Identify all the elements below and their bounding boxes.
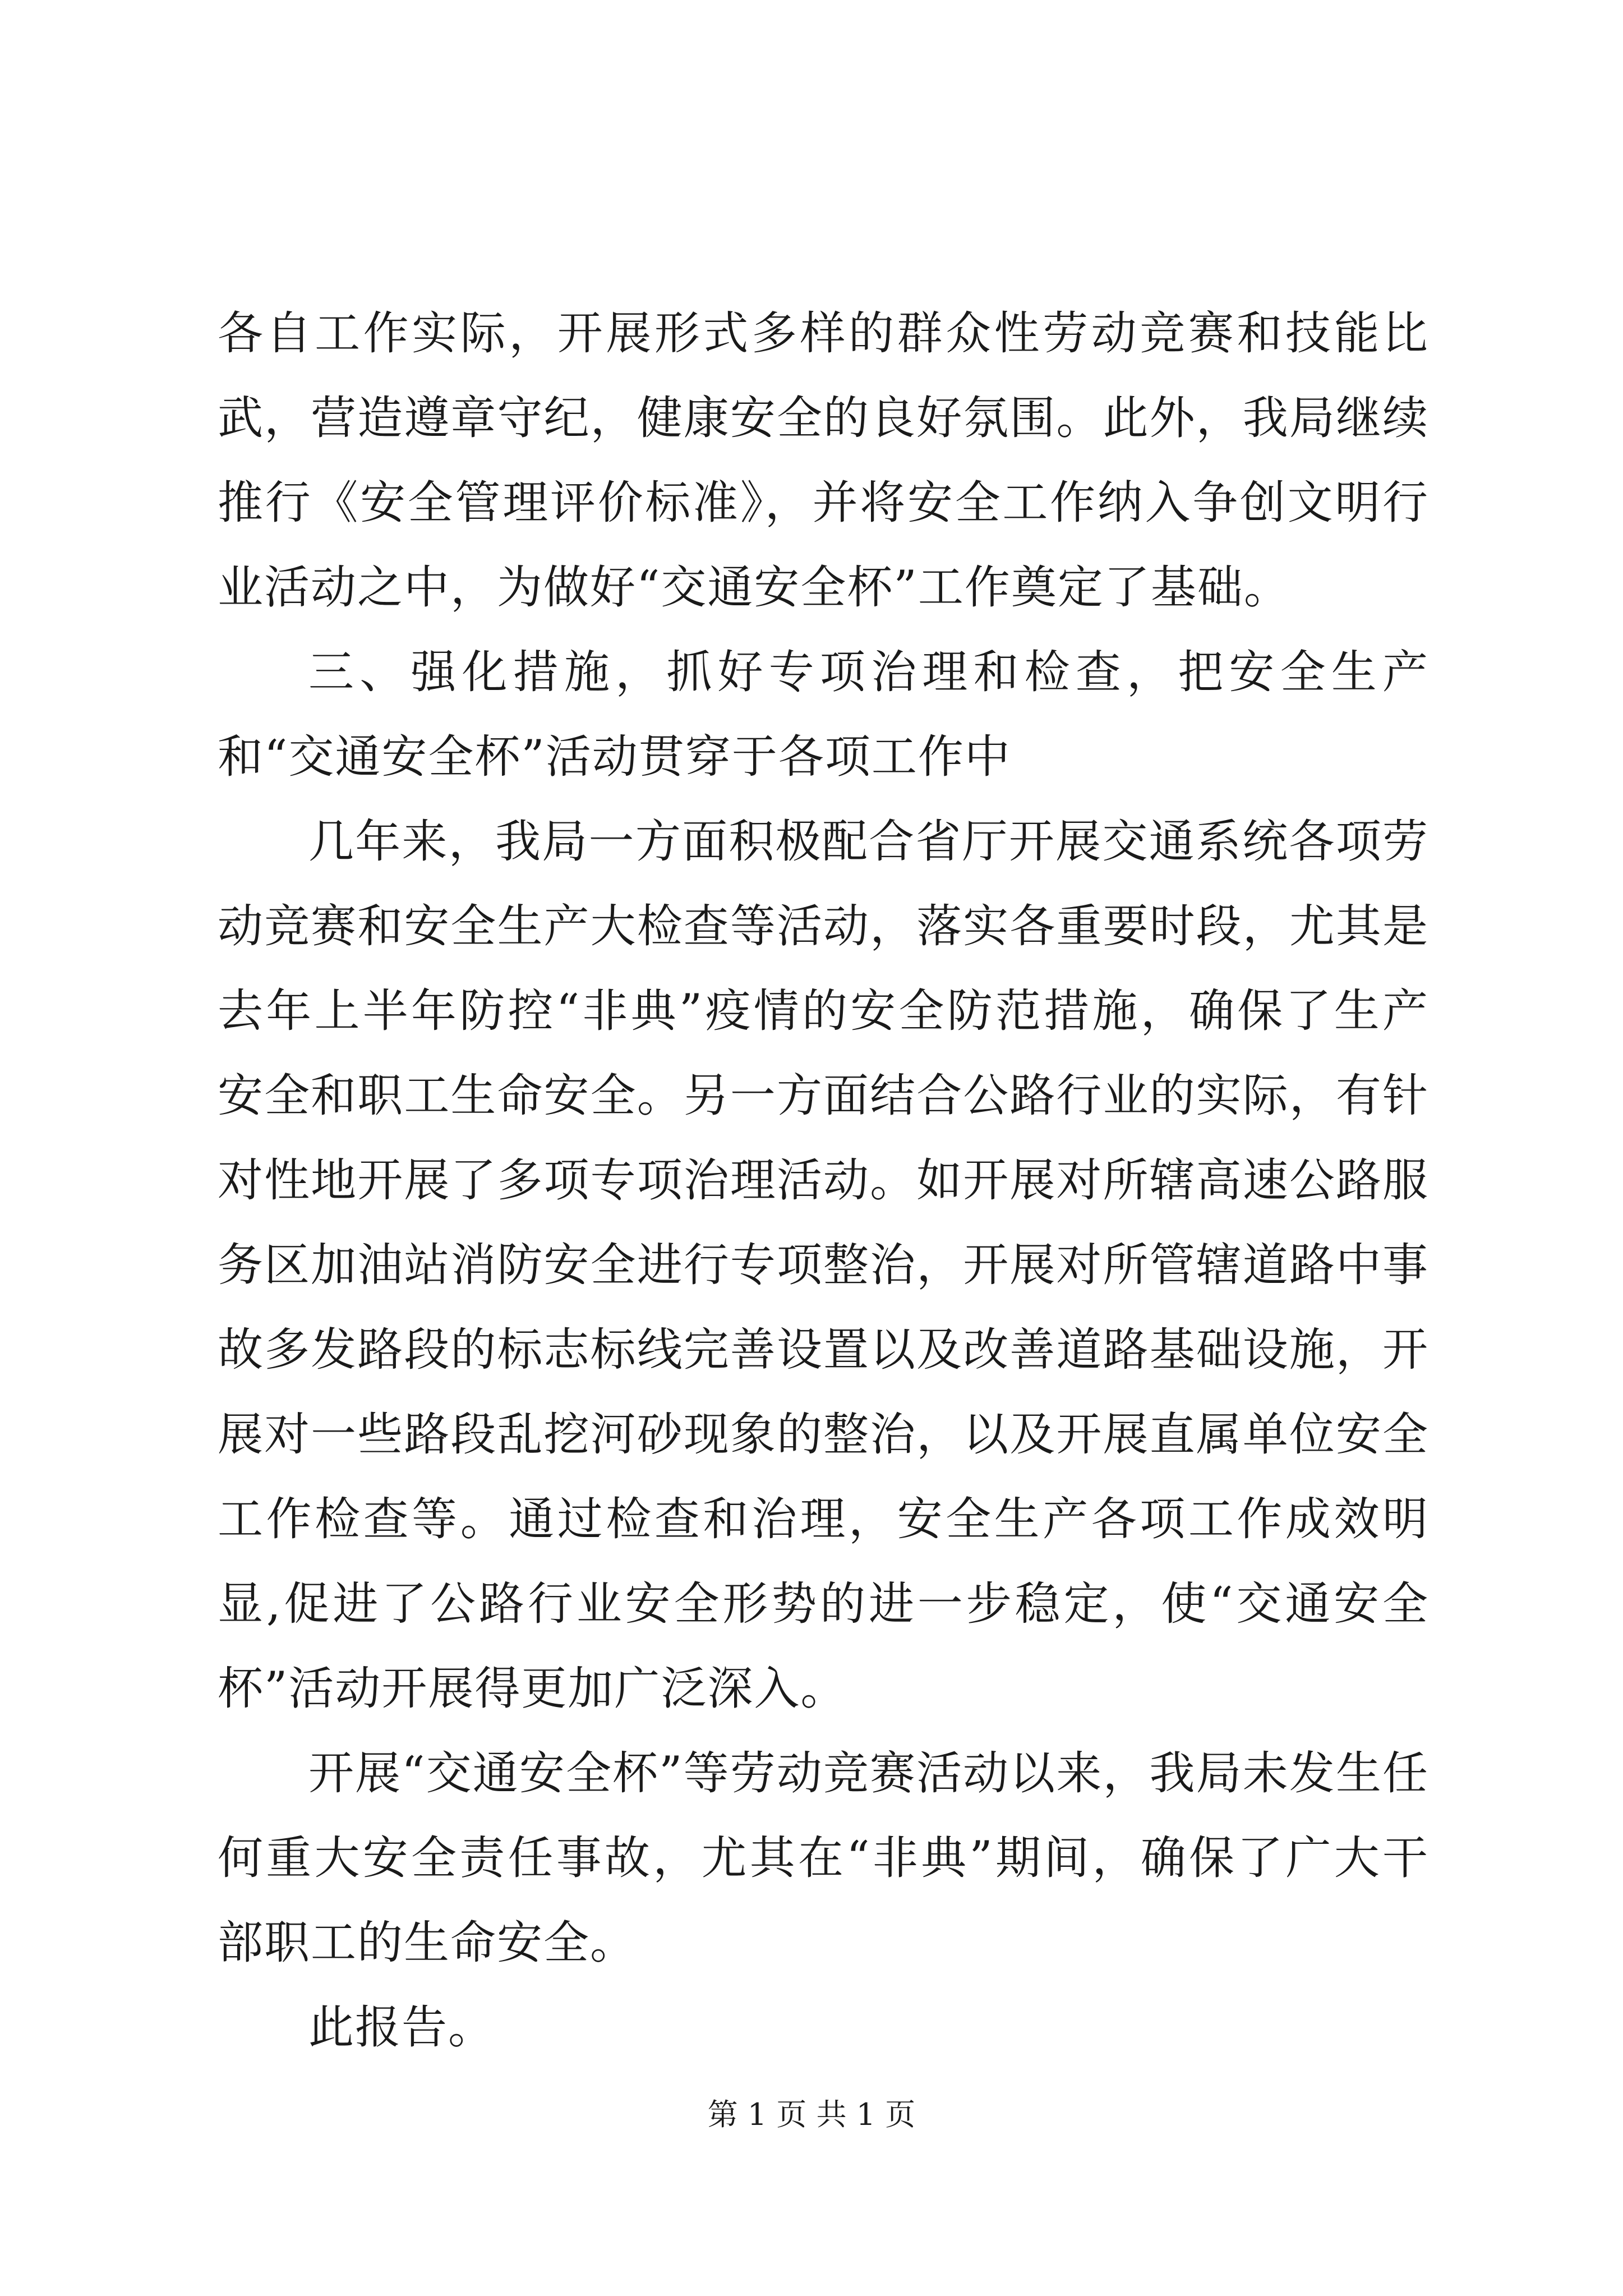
section-heading-three: 三、强化措施，抓好专项治理和检查，把安全生产和“交通安全杯”活动贯穿于各项工作中	[218, 646, 1429, 784]
paragraph-summary: 开展“交通安全杯”等劳动竞赛活动以来，我局未发生任何重大安全责任事故，尤其在“非典”期间，确保了广大干部职工的生命安全。	[218, 1747, 1429, 1970]
paragraph-continuation: 各自工作实际，开展形式多样的群众性劳动竞赛和技能比武，营造遵章守纪，健康安全的良好氛围。此外，我局继续推行《安全管理评价标准》，并将安全工作纳入争创文明行业活动之中，为做好“交通安全杯”工作奠定了基础。	[218, 307, 1429, 614]
paragraph-section-three-body: 几年来，我局一方面积极配合省厅开展交通系统各项劳动竞赛和安全生产大检查等活动，落实各重要时段，尤其是去年上半年防控“非典”疫情的安全防范措施，确保了生产安全和职工生命安全。另一方面结合公路行业的实际，有针对性地开展了多项专项治理活动。如开展对所辖高速公路服务区加油站消防安全进行专项整治，开展对所管辖道路中事故多发路段的标志标线完善设置以及改善道路基础设施，开展对一些路段乱挖河砂现象的整治，以及开展直属单位安全工作检查等。通过检查和治理，安全生产各项工作成效明显,促进了公路行业安全形势的进一步稳定，使“交通安全杯”活动开展得更加广泛深入。	[218, 816, 1429, 1715]
paragraph-closing: 此报告。	[308, 2001, 495, 2054]
document-body	[218, 292, 1429, 2070]
page-number-footer: 第 1 页 共 1 页	[707, 2097, 916, 2132]
